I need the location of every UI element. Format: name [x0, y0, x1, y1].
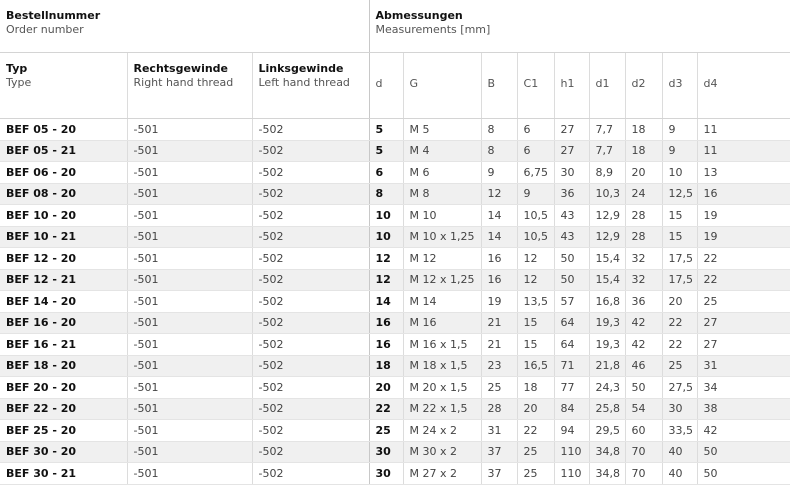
h1-cell: 57	[554, 291, 589, 313]
c1-cell: 10,5	[517, 226, 554, 248]
d3-cell: 40	[662, 441, 697, 463]
d3-cell: 27,5	[662, 377, 697, 399]
table-row	[0, 226, 790, 248]
right-hand-cell: -501	[127, 463, 252, 485]
type-cell: BEF 12 - 20	[0, 248, 127, 270]
col-header-d: d	[369, 53, 403, 119]
b-cell: 19	[481, 291, 517, 313]
left-hand-header-title: Linksgewinde	[258, 62, 344, 75]
d3-cell: 17,5	[662, 269, 697, 291]
d1-cell: 24,3	[589, 377, 625, 399]
g-cell: M 8	[403, 183, 481, 205]
g-cell: M 12 x 1,25	[403, 269, 481, 291]
order-number-group	[0, 0, 369, 53]
d2-cell: 18	[625, 140, 662, 162]
g-cell: M 24 x 2	[403, 420, 481, 442]
d4-cell: 19	[697, 226, 790, 248]
h1-cell: 64	[554, 312, 589, 334]
g-cell: M 16	[403, 312, 481, 334]
table-row	[0, 312, 790, 334]
d1-cell: 34,8	[589, 441, 625, 463]
b-cell: 16	[481, 269, 517, 291]
d2-cell: 24	[625, 183, 662, 205]
h1-cell: 64	[554, 334, 589, 356]
d3-cell: 22	[662, 334, 697, 356]
left-hand-cell: -502	[252, 183, 369, 205]
group-header-row	[0, 0, 790, 53]
table-row	[0, 420, 790, 442]
d1-cell: 15,4	[589, 248, 625, 270]
b-cell: 25	[481, 377, 517, 399]
d3-cell: 40	[662, 463, 697, 485]
table-row	[0, 183, 790, 205]
col-header-b: B	[481, 53, 517, 119]
d4-cell: 38	[697, 398, 790, 420]
h1-cell: 77	[554, 377, 589, 399]
left-hand-header	[252, 53, 369, 119]
b-cell: 28	[481, 398, 517, 420]
d-cell: 16	[369, 334, 403, 356]
d2-cell: 42	[625, 334, 662, 356]
g-cell: M 6	[403, 162, 481, 184]
right-hand-cell: -501	[127, 377, 252, 399]
left-hand-cell: -502	[252, 248, 369, 270]
d1-cell: 21,8	[589, 355, 625, 377]
b-cell: 23	[481, 355, 517, 377]
d1-cell: 15,4	[589, 269, 625, 291]
d1-cell: 12,9	[589, 205, 625, 227]
b-cell: 21	[481, 334, 517, 356]
left-hand-cell: -502	[252, 420, 369, 442]
d4-cell: 31	[697, 355, 790, 377]
d4-cell: 25	[697, 291, 790, 313]
left-hand-cell: -502	[252, 119, 369, 141]
d1-cell: 29,5	[589, 420, 625, 442]
right-hand-cell: -501	[127, 205, 252, 227]
d4-cell: 11	[697, 140, 790, 162]
g-cell: M 4	[403, 140, 481, 162]
d-cell: 22	[369, 398, 403, 420]
table-row	[0, 119, 790, 141]
d4-cell: 19	[697, 205, 790, 227]
right-hand-cell: -501	[127, 312, 252, 334]
right-hand-cell: -501	[127, 398, 252, 420]
left-hand-cell: -502	[252, 269, 369, 291]
col-header-d4: d4	[697, 53, 790, 119]
d3-cell: 22	[662, 312, 697, 334]
type-cell: BEF 12 - 21	[0, 269, 127, 291]
d-cell: 5	[369, 140, 403, 162]
left-hand-cell: -502	[252, 312, 369, 334]
d-cell: 20	[369, 377, 403, 399]
b-cell: 31	[481, 420, 517, 442]
table-body	[0, 119, 790, 485]
g-cell: M 10 x 1,25	[403, 226, 481, 248]
d2-cell: 18	[625, 119, 662, 141]
d4-cell: 27	[697, 312, 790, 334]
g-cell: M 5	[403, 119, 481, 141]
c1-cell: 12	[517, 248, 554, 270]
left-hand-header-subtitle: Left hand thread	[258, 76, 350, 89]
col-header-d2: d2	[625, 53, 662, 119]
d3-cell: 12,5	[662, 183, 697, 205]
type-cell: BEF 10 - 21	[0, 226, 127, 248]
g-cell: M 18 x 1,5	[403, 355, 481, 377]
d2-cell: 60	[625, 420, 662, 442]
h1-cell: 71	[554, 355, 589, 377]
d4-cell: 16	[697, 183, 790, 205]
d4-cell: 27	[697, 334, 790, 356]
measurements-subtitle: Measurements [mm]	[375, 23, 491, 36]
h1-cell: 36	[554, 183, 589, 205]
left-hand-cell: -502	[252, 162, 369, 184]
d1-cell: 16,8	[589, 291, 625, 313]
g-cell: M 22 x 1,5	[403, 398, 481, 420]
type-cell: BEF 05 - 21	[0, 140, 127, 162]
d1-cell: 19,3	[589, 312, 625, 334]
d-cell: 10	[369, 226, 403, 248]
c1-cell: 12	[517, 269, 554, 291]
h1-cell: 110	[554, 463, 589, 485]
c1-cell: 20	[517, 398, 554, 420]
table-row	[0, 205, 790, 227]
c1-cell: 25	[517, 441, 554, 463]
d-cell: 6	[369, 162, 403, 184]
type-cell: BEF 25 - 20	[0, 420, 127, 442]
type-cell: BEF 06 - 20	[0, 162, 127, 184]
d3-cell: 9	[662, 119, 697, 141]
left-hand-cell: -502	[252, 463, 369, 485]
b-cell: 21	[481, 312, 517, 334]
col-header-d3: d3	[662, 53, 697, 119]
d4-cell: 42	[697, 420, 790, 442]
measurements-title: Abmessungen	[375, 9, 463, 22]
h1-cell: 50	[554, 269, 589, 291]
left-hand-cell: -502	[252, 226, 369, 248]
g-cell: M 20 x 1,5	[403, 377, 481, 399]
d-cell: 16	[369, 312, 403, 334]
right-hand-cell: -501	[127, 334, 252, 356]
type-cell: BEF 10 - 20	[0, 205, 127, 227]
d2-cell: 54	[625, 398, 662, 420]
d2-cell: 32	[625, 269, 662, 291]
type-header-subtitle: Type	[6, 76, 32, 89]
c1-cell: 22	[517, 420, 554, 442]
d3-cell: 15	[662, 226, 697, 248]
type-cell: BEF 14 - 20	[0, 291, 127, 313]
h1-cell: 50	[554, 248, 589, 270]
b-cell: 14	[481, 226, 517, 248]
d1-cell: 25,8	[589, 398, 625, 420]
h1-cell: 43	[554, 226, 589, 248]
c1-cell: 25	[517, 463, 554, 485]
right-hand-cell: -501	[127, 183, 252, 205]
type-cell: BEF 22 - 20	[0, 398, 127, 420]
d3-cell: 25	[662, 355, 697, 377]
left-hand-cell: -502	[252, 334, 369, 356]
d3-cell: 17,5	[662, 248, 697, 270]
g-cell: M 16 x 1,5	[403, 334, 481, 356]
d1-cell: 34,8	[589, 463, 625, 485]
d3-cell: 30	[662, 398, 697, 420]
table-row	[0, 334, 790, 356]
right-hand-header-title: Rechtsgewinde	[133, 62, 229, 75]
b-cell: 14	[481, 205, 517, 227]
table-row	[0, 269, 790, 291]
left-hand-cell: -502	[252, 140, 369, 162]
order-number-subtitle: Order number	[6, 23, 84, 36]
b-cell: 8	[481, 119, 517, 141]
d4-cell: 13	[697, 162, 790, 184]
col-header-g: G	[403, 53, 481, 119]
d4-cell: 50	[697, 463, 790, 485]
table-row	[0, 377, 790, 399]
col-header-d1: d1	[589, 53, 625, 119]
d1-cell: 12,9	[589, 226, 625, 248]
d4-cell: 50	[697, 441, 790, 463]
d2-cell: 32	[625, 248, 662, 270]
g-cell: M 14	[403, 291, 481, 313]
d1-cell: 7,7	[589, 119, 625, 141]
b-cell: 37	[481, 441, 517, 463]
right-hand-cell: -501	[127, 291, 252, 313]
right-hand-cell: -501	[127, 441, 252, 463]
left-hand-cell: -502	[252, 291, 369, 313]
d4-cell: 34	[697, 377, 790, 399]
table-row	[0, 248, 790, 270]
d3-cell: 10	[662, 162, 697, 184]
d2-cell: 28	[625, 205, 662, 227]
h1-cell: 27	[554, 119, 589, 141]
h1-cell: 43	[554, 205, 589, 227]
type-cell: BEF 16 - 21	[0, 334, 127, 356]
type-header-title: Typ	[6, 62, 28, 75]
d-cell: 5	[369, 119, 403, 141]
table-row	[0, 355, 790, 377]
d2-cell: 46	[625, 355, 662, 377]
left-hand-cell: -502	[252, 205, 369, 227]
b-cell: 37	[481, 463, 517, 485]
d-cell: 30	[369, 441, 403, 463]
c1-cell: 15	[517, 312, 554, 334]
b-cell: 16	[481, 248, 517, 270]
c1-cell: 6,75	[517, 162, 554, 184]
right-hand-cell: -501	[127, 248, 252, 270]
d3-cell: 20	[662, 291, 697, 313]
c1-cell: 9	[517, 183, 554, 205]
type-cell: BEF 30 - 20	[0, 441, 127, 463]
h1-cell: 110	[554, 441, 589, 463]
h1-cell: 27	[554, 140, 589, 162]
col-header-h1: h1	[554, 53, 589, 119]
right-hand-cell: -501	[127, 420, 252, 442]
b-cell: 9	[481, 162, 517, 184]
right-hand-cell: -501	[127, 226, 252, 248]
type-cell: BEF 16 - 20	[0, 312, 127, 334]
table-row	[0, 162, 790, 184]
right-hand-header	[127, 53, 252, 119]
d3-cell: 15	[662, 205, 697, 227]
b-cell: 8	[481, 140, 517, 162]
d-cell: 25	[369, 420, 403, 442]
col-header-c1: C1	[517, 53, 554, 119]
d2-cell: 70	[625, 463, 662, 485]
type-header	[0, 53, 127, 119]
d2-cell: 50	[625, 377, 662, 399]
table-row	[0, 291, 790, 313]
h1-cell: 94	[554, 420, 589, 442]
d-cell: 18	[369, 355, 403, 377]
d1-cell: 10,3	[589, 183, 625, 205]
right-hand-cell: -501	[127, 355, 252, 377]
d2-cell: 70	[625, 441, 662, 463]
c1-cell: 10,5	[517, 205, 554, 227]
c1-cell: 15	[517, 334, 554, 356]
c1-cell: 18	[517, 377, 554, 399]
table-row	[0, 398, 790, 420]
right-hand-cell: -501	[127, 140, 252, 162]
right-hand-cell: -501	[127, 119, 252, 141]
right-hand-cell: -501	[127, 269, 252, 291]
d2-cell: 36	[625, 291, 662, 313]
right-hand-cell: -501	[127, 162, 252, 184]
type-cell: BEF 20 - 20	[0, 377, 127, 399]
d1-cell: 7,7	[589, 140, 625, 162]
d-cell: 30	[369, 463, 403, 485]
table-row	[0, 140, 790, 162]
c1-cell: 6	[517, 119, 554, 141]
order-number-title: Bestellnummer	[6, 9, 101, 22]
d-cell: 12	[369, 248, 403, 270]
d3-cell: 33,5	[662, 420, 697, 442]
d3-cell: 9	[662, 140, 697, 162]
column-header-row	[0, 53, 790, 119]
d-cell: 10	[369, 205, 403, 227]
d4-cell: 22	[697, 248, 790, 270]
right-hand-header-subtitle: Right hand thread	[133, 76, 234, 89]
d2-cell: 20	[625, 162, 662, 184]
type-cell: BEF 08 - 20	[0, 183, 127, 205]
left-hand-cell: -502	[252, 398, 369, 420]
d1-cell: 8,9	[589, 162, 625, 184]
table-row	[0, 441, 790, 463]
measurements-group	[369, 0, 790, 53]
g-cell: M 27 x 2	[403, 463, 481, 485]
g-cell: M 30 x 2	[403, 441, 481, 463]
type-cell: BEF 05 - 20	[0, 119, 127, 141]
d-cell: 8	[369, 183, 403, 205]
d2-cell: 28	[625, 226, 662, 248]
d2-cell: 42	[625, 312, 662, 334]
g-cell: M 10	[403, 205, 481, 227]
type-cell: BEF 18 - 20	[0, 355, 127, 377]
c1-cell: 13,5	[517, 291, 554, 313]
table-row	[0, 463, 790, 485]
left-hand-cell: -502	[252, 355, 369, 377]
left-hand-cell: -502	[252, 377, 369, 399]
g-cell: M 12	[403, 248, 481, 270]
c1-cell: 6	[517, 140, 554, 162]
d-cell: 12	[369, 269, 403, 291]
h1-cell: 30	[554, 162, 589, 184]
d-cell: 14	[369, 291, 403, 313]
d4-cell: 11	[697, 119, 790, 141]
d4-cell: 22	[697, 269, 790, 291]
b-cell: 12	[481, 183, 517, 205]
left-hand-cell: -502	[252, 441, 369, 463]
d1-cell: 19,3	[589, 334, 625, 356]
type-cell: BEF 30 - 21	[0, 463, 127, 485]
c1-cell: 16,5	[517, 355, 554, 377]
h1-cell: 84	[554, 398, 589, 420]
